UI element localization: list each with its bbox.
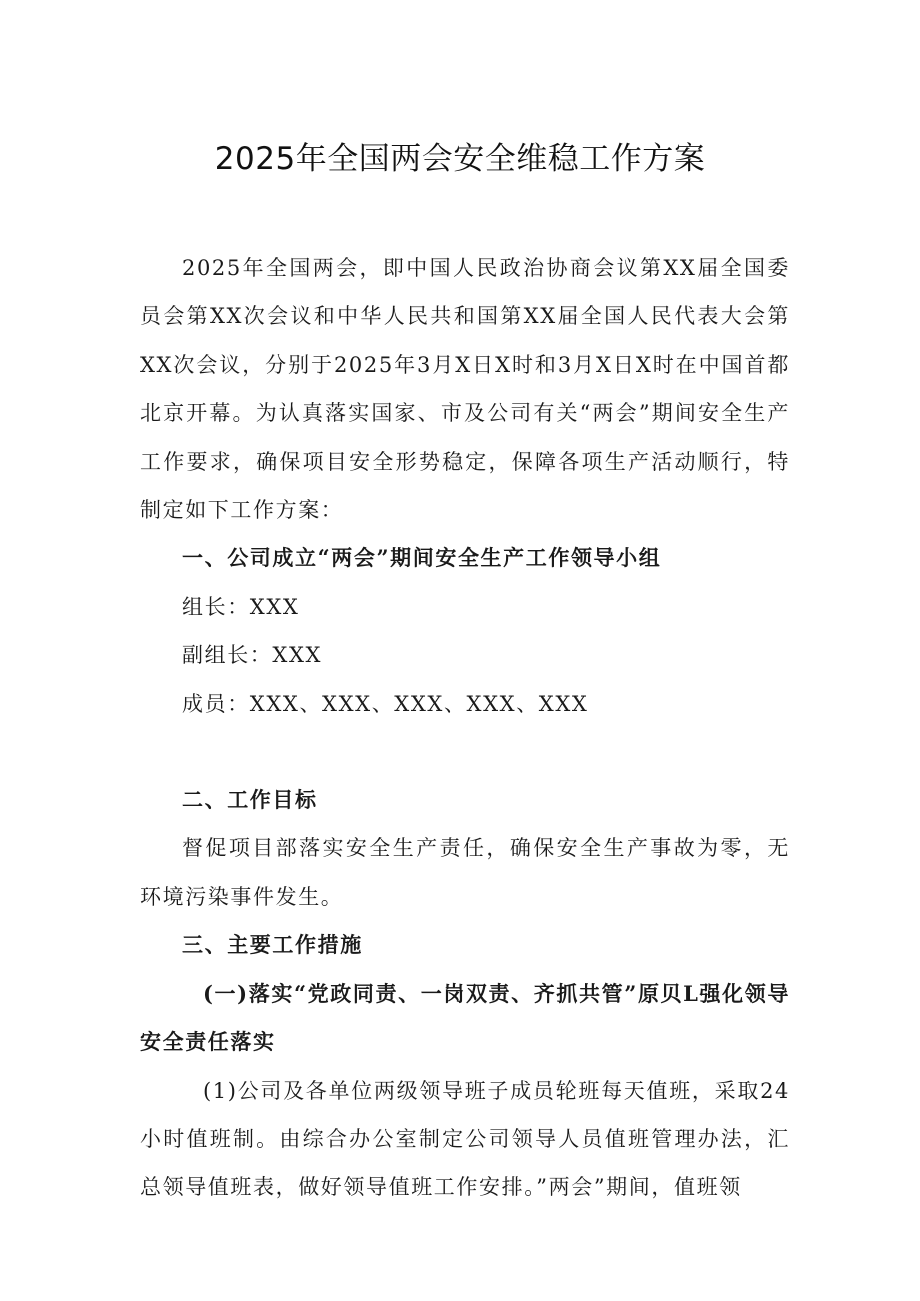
document-body (140, 244, 790, 1212)
blank-line (140, 728, 790, 776)
members-line: 成员：XXX、XXX、XXX、XXX、XXX (182, 691, 589, 716)
subsection1-heading: (一)落实“党政同责、一岗双责、齐抓共管”原贝L强化领导安全责任落实 (140, 980, 790, 1055)
deputy-leader-line: 副组长：XXX (182, 643, 323, 668)
section1-heading: 一、公司成立“两会”期间安全生产工作领导小组 (182, 545, 662, 571)
leader-line: 组长：XXX (182, 594, 300, 619)
section2-heading: 二、工作目标 (182, 787, 318, 813)
section3-heading: 三、主要工作措施 (182, 932, 363, 958)
item1-paragraph: (1)公司及各单位两级领导班子成员轮班每天值班，采取24小时值班制。由综合办公室制定公司领导人员值班管理办法，汇总领导值班表，做好领导值班工作安排。”两会”期间，值班领 (140, 1078, 790, 1200)
intro-paragraph: 2025年全国两会，即中国人民政治协商会议第XX届全国委员会第XX次会议和中华人民共和国第XX届全国人民代表大会第XX次会议，分别于2025年3月X日X时和3月X日X时在中国首都北京开幕。为认真落实国家、市及公司有关“两会”期间安全生产工作要求，确保项目安全形势稳定，保障各项生产活动顺行，特制定如下工作方案： (140, 256, 790, 523)
section2-paragraph: 督促项目部落实安全生产责任，确保安全生产事故为零，无环境污染事件发生。 (140, 836, 790, 909)
document-title: 2025年全国两会安全维稳工作方案 (214, 141, 706, 177)
